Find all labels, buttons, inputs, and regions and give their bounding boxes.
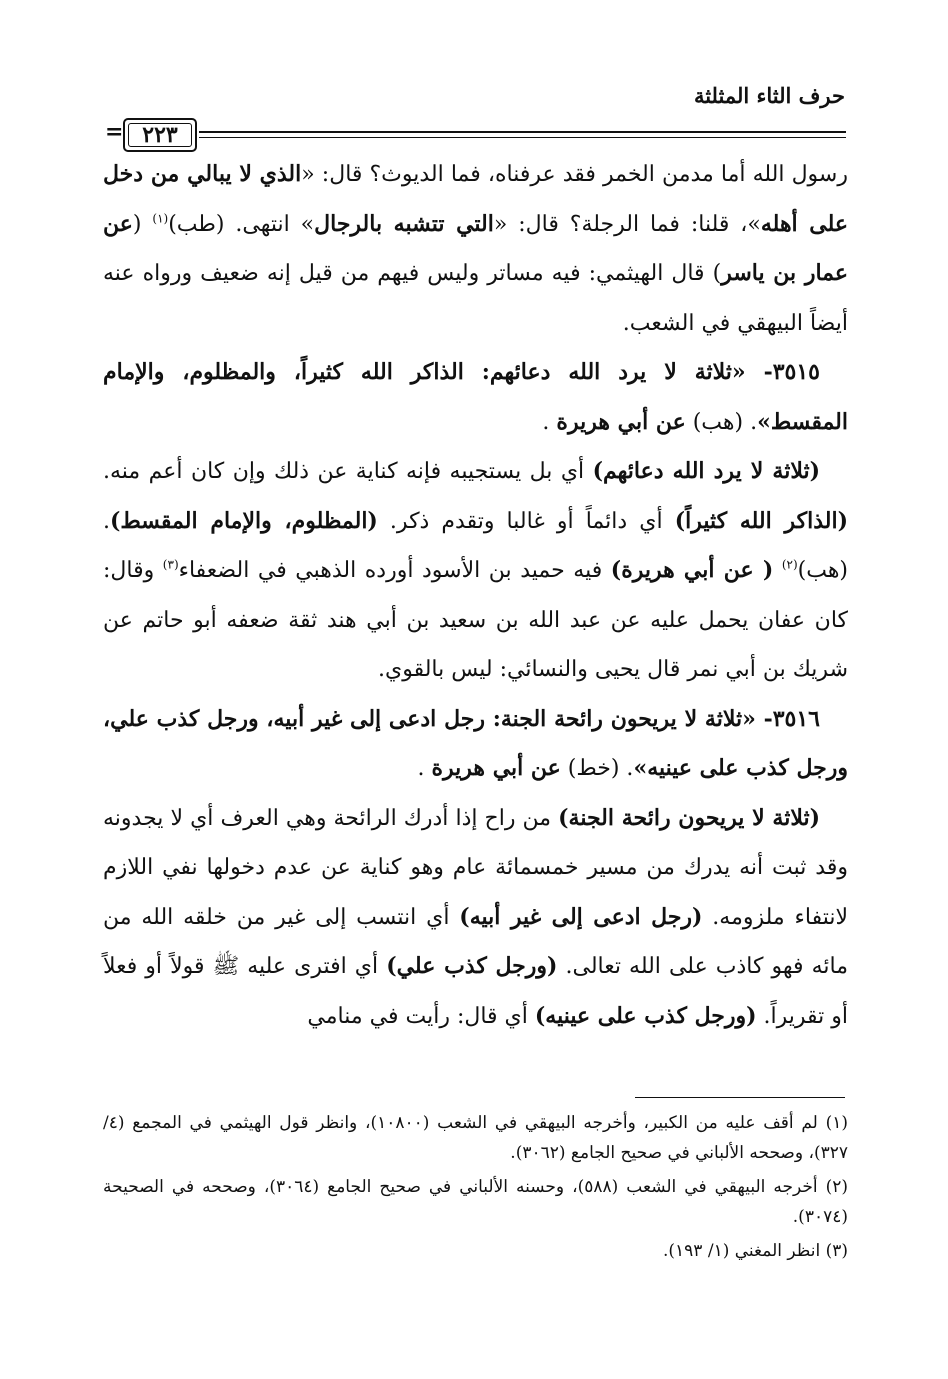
text-run: أي بل يستجيبه فإنه كناية عن ذلك وإن كان أعم منه. (103, 459, 593, 484)
main-text (103, 150, 848, 1041)
text-run: . (542, 409, 557, 435)
bold-run: عن عمار بن ياسر (103, 210, 849, 286)
bold-run: الذي لا يبالي من دخل على أهله (103, 161, 848, 237)
text-run: ) قال الهيثمي: فيه مساتر وليس فيهم من قيل إنه ضعيف ورواه عنه أيضاً البيهقي في الشعب. (103, 261, 848, 336)
text-run: . (خط) (560, 756, 634, 781)
text-run: . (هب) (103, 508, 849, 583)
text-run: رسول الله أما مدمن الخمر فقد عرفناه، فما الديوث؟ قال: « (301, 162, 848, 187)
bold-run: (الذاكر الله كثيراً) (674, 507, 848, 534)
bold-run: (رجل ادعى إلى غير أبيه) (459, 903, 703, 930)
footnote-3: (٣) انظر المغني (١/ ١٩٣). (662, 1241, 848, 1261)
commentary-3515: (ثلاثة لا يرد الله دعائهم) أي بل يستجيبه فإنه كناية عن ذلك وإن كان أعم منه. (الذاكر الله كثيراً) أي دائماً أو غالبا وتقدم ذكر. (المظلوم، والإمام المقسط). (هب)$^{(٢)}$ ( عن أبي هريرة) فيه حميد بن الأسود أورده الذهبي في الضعفاء$^{(٣)}$ وقال: كان عفان يحمل عليه عن عبد الله بن سعيد بن أبي هند ثقة ضعفه أبو حاتم عن شريك بن أبي نمر قال يحيى والنسائي: ليس بالقوي. (103, 458, 849, 682)
narrator: عن أبي هريرة (431, 755, 561, 781)
text-run: . (417, 756, 432, 781)
text-run: أي دائماً أو غالبا وتقدم ذكر. (377, 508, 675, 534)
footnote-ref: (١) (152, 211, 169, 226)
header-rule-line (199, 131, 846, 133)
bold-run: (ثلاثة لا يرد الله دعائهم) (592, 458, 821, 484)
text-run: وقال: كان عفان يحمل عليه عن عبد الله بن سعيد بن أبي هند ثقة ضعفه أبو حاتم عن شريك بن أبي نمر قال يحيى والنسائي: ليس بالقوي. (103, 558, 848, 682)
bold-run: (المظلوم، والإمام المقسط) (110, 507, 378, 534)
header-rule-line-thin (199, 137, 846, 138)
footnote-separator (635, 1097, 845, 1098)
text-run: من راح إذا أدرك الرائحة وهي العرف أي لا يجدونه وقد ثبت أنه يدرك من مسير خمسمائة عام وهو كناية عن عدم دخولها نفي اللازم لانتفاء ملزومه. (103, 805, 849, 930)
page-number: ٢٢٣ (142, 122, 178, 148)
paragraph-continued: رسول الله أما مدمن الخمر فقد عرفناه، فما الديوث؟ قال: «الذي لا يبالي من دخل على أهله»، قلنا: فما الرجلة؟ قال: «التي تتشبه بالرجال» انتهى. (طب)$^{(١)}$ (عن عمار بن ياسر) قال الهيثمي: فيه مساتر وليس فيهم من قيل إنه ضعيف ورواه عنه أيضاً البيهقي في الشعب. (103, 161, 849, 336)
page-number-box (123, 118, 197, 152)
footnote-2: (٢) أخرجه البيهقي في الشعب (٥٨٨)، وحسنه الألباني في صحيح الجامع (٣٠٦٤)، وصححه في الصحيحة (٣٠٧٤). (103, 1177, 849, 1227)
hadith-text: «ثلاثة لا يريحون رائحة الجنة: رجل ادعى إلى غير أبيه، ورجل كذب علي، ورجل كذب على عينيه» (103, 705, 848, 781)
hadith-number: ٣٥١٦- (755, 705, 820, 732)
hadith-3516 (103, 695, 848, 794)
hadith-3515 (103, 348, 848, 447)
footnote-1: (١) لم أقف عليه من الكبير، وأخرجه البيهقي في الشعب (١٠٨٠٠)، وانظر قول الهيثمي في المجمع (٤/ ٣٢٧)، وصححه الألباني في صحيح الجامع (٣٠٦٢). (103, 1113, 848, 1163)
text-run: أي افترى عليه ﷺ قولاً أو فعلاً أو تقريراً. (103, 954, 848, 1029)
footnote-ref: (٣) (162, 557, 179, 572)
narrator: عن أبي هريرة (556, 408, 686, 435)
footnotes (103, 1108, 848, 1270)
ornament-mark: = (105, 119, 124, 145)
text-run: أي انتسب إلى غير من خلقه الله من مائه فهو كاذب على الله تعالى. (103, 904, 848, 979)
text-run: فيه حميد بن الأسود أورده الذهبي في الضعفاء (178, 558, 611, 583)
bold-run: (ورجل كذب على عينيه) (534, 1002, 757, 1029)
running-title: حرف الثاء المثلثة (693, 83, 845, 108)
text-run: أي قال: رأيت في منامي (307, 1003, 535, 1029)
bold-run: (ثلاثة لا يريحون رائحة الجنة) (558, 804, 820, 831)
commentary-3516 (103, 794, 848, 1042)
text-run: »، قلنا: فما الرجلة؟ قال: « (493, 211, 761, 237)
text-run: . (هب) (685, 409, 758, 435)
hadith-text: «ثلاثة لا يرد الله دعائهم: الذاكر الله كثيراً، والمظلوم، والإمام المقسط» (103, 359, 848, 435)
hadith-number: ٣٥١٥- (745, 359, 820, 385)
bold-run: (ورجل كذب علي) (386, 953, 558, 979)
footnote-ref: (٢) (781, 557, 798, 572)
bold-run: عن أبي هريرة) (610, 557, 763, 583)
bold-run: التي تتشبه بالرجال (314, 210, 494, 237)
text-run: » انتهى. (طب) (168, 211, 315, 237)
